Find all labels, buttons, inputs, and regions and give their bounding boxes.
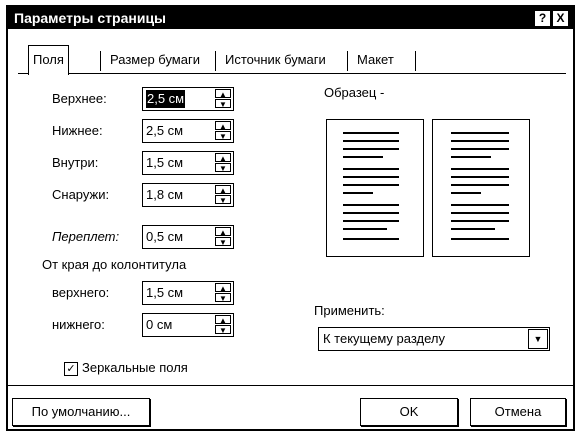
arrow-down-icon[interactable]: ▼ — [215, 325, 231, 334]
text-line — [343, 132, 399, 134]
mirror-margins-checkbox[interactable]: ✓ — [64, 362, 78, 376]
preview-pages — [326, 119, 526, 259]
text-line — [343, 140, 399, 142]
spinner-arrows — [215, 315, 231, 335]
help-button[interactable]: ? — [534, 10, 551, 27]
spinner-arrows — [215, 185, 231, 205]
spinner-arrows — [215, 121, 231, 141]
footer-distance-spinner[interactable] — [142, 313, 234, 337]
text-line — [451, 204, 509, 206]
header-distance-value[interactable]: 1,5 см — [146, 285, 184, 300]
spinner-arrows — [215, 283, 231, 303]
apply-to-combobox[interactable] — [318, 327, 550, 351]
tab-separator — [415, 51, 416, 71]
top-margin-spinner[interactable] — [142, 87, 234, 111]
page-setup-dialog — [6, 5, 575, 431]
text-line — [451, 140, 509, 142]
tab-paper-source[interactable]: Источник бумаги — [225, 52, 326, 67]
text-line — [343, 184, 399, 186]
text-line — [451, 184, 509, 186]
apply-to-label: Применить: — [314, 303, 385, 318]
arrow-down-icon[interactable]: ▼ — [215, 99, 231, 108]
inside-margin-label: Внутри: — [52, 155, 99, 170]
text-line — [451, 168, 509, 170]
text-line — [451, 192, 481, 194]
mirror-margins-label[interactable]: Зеркальные поля — [82, 360, 188, 375]
arrow-up-icon[interactable]: ▲ — [215, 315, 231, 324]
outside-margin-label: Снаружи: — [52, 187, 110, 202]
footer-distance-value[interactable]: 0 см — [146, 317, 173, 332]
text-line — [343, 156, 383, 158]
tab-separator — [215, 51, 216, 71]
gutter-label: Переплет: — [52, 229, 120, 244]
arrow-down-icon[interactable]: ▼ — [215, 293, 231, 302]
arrow-down-icon[interactable]: ▼ — [215, 237, 231, 246]
text-line — [343, 168, 399, 170]
tab-separator — [347, 51, 348, 71]
top-margin-value[interactable]: 2,5 см — [147, 91, 185, 106]
default-button[interactable]: По умолчанию... — [12, 398, 150, 426]
tab-margins[interactable]: Поля — [28, 45, 69, 75]
spinner-arrows — [215, 153, 231, 173]
arrow-down-icon[interactable]: ▼ — [215, 195, 231, 204]
text-line — [451, 148, 509, 150]
outside-margin-value[interactable]: 1,8 см — [146, 187, 184, 202]
text-line — [451, 220, 509, 222]
footer-distance-label: нижнего: — [52, 317, 105, 332]
title-bar — [8, 7, 573, 29]
arrow-down-icon[interactable]: ▼ — [215, 131, 231, 140]
arrow-up-icon[interactable]: ▲ — [215, 227, 231, 236]
text-line — [343, 148, 399, 150]
arrow-down-icon[interactable]: ▼ — [215, 163, 231, 172]
cancel-button[interactable]: Отмена — [470, 398, 566, 426]
outside-margin-spinner[interactable] — [142, 183, 234, 207]
preview-right-page — [432, 119, 530, 257]
bottom-margin-value[interactable]: 2,5 см — [146, 123, 184, 138]
text-line — [343, 228, 387, 230]
preview-label: Образец - — [324, 85, 385, 100]
tab-layout[interactable]: Макет — [357, 52, 394, 67]
header-distance-label: верхнего: — [52, 285, 110, 300]
arrow-up-icon[interactable]: ▲ — [215, 121, 231, 130]
spinner-arrows — [215, 227, 231, 247]
spinner-arrows — [215, 89, 231, 109]
inside-margin-spinner[interactable] — [142, 151, 234, 175]
window-title: Параметры страницы — [14, 10, 167, 26]
arrow-up-icon[interactable]: ▲ — [215, 153, 231, 162]
arrow-up-icon[interactable]: ▲ — [215, 283, 231, 292]
inside-margin-value[interactable]: 1,5 см — [146, 155, 184, 170]
apply-to-value[interactable]: К текущему разделу — [323, 331, 445, 346]
text-line — [343, 238, 399, 240]
chevron-down-icon[interactable]: ▼ — [528, 329, 548, 349]
gutter-spinner[interactable] — [142, 225, 234, 249]
text-line — [451, 132, 509, 134]
text-line — [451, 212, 509, 214]
footer-divider — [8, 385, 573, 386]
bottom-margin-spinner[interactable] — [142, 119, 234, 143]
arrow-up-icon[interactable]: ▲ — [215, 89, 231, 98]
text-line — [451, 176, 509, 178]
header-footer-group-title: От края до колонтитула — [42, 257, 187, 272]
tab-paper-size[interactable]: Размер бумаги — [110, 52, 200, 67]
bottom-margin-label: Нижнее: — [52, 123, 103, 138]
tab-separator — [100, 51, 101, 71]
text-line — [451, 228, 495, 230]
header-distance-spinner[interactable] — [142, 281, 234, 305]
ok-button[interactable]: OK — [360, 398, 458, 426]
preview-left-page — [326, 119, 424, 257]
text-line — [343, 220, 399, 222]
text-line — [343, 212, 399, 214]
text-line — [451, 156, 491, 158]
text-line — [451, 238, 509, 240]
text-line — [343, 204, 399, 206]
gutter-value[interactable]: 0,5 см — [146, 229, 184, 244]
text-line — [343, 192, 373, 194]
close-button[interactable]: X — [552, 10, 569, 27]
text-line — [343, 176, 399, 178]
arrow-up-icon[interactable]: ▲ — [215, 185, 231, 194]
top-margin-label: Верхнее: — [52, 91, 107, 106]
